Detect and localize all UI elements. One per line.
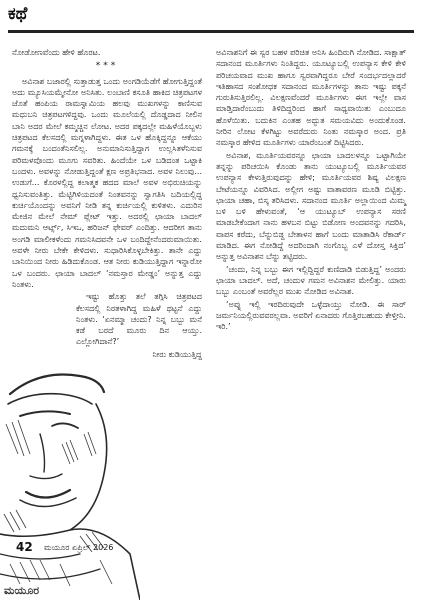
section-separator: *** <box>95 61 119 72</box>
paragraph: ಅವಿನಾಶ, ಮೂರ್ತಿಯವರನ್ನೂ ಛಾಯಾ ಬಾದಲಳನ್ನೂ ಒಟ್ಟಾಗಿಯೇ ತನ್ನನ್ನು ಪರಿಚಯಿಸಿ ಕೊಂಡು ತಾನು ಯುಟ್ಯೂಬಲ್ಲಿ ಮೂರ್ತಿಯವರ ಉಪನ್ಯಾಸ ಕೇಳುತ್ತಿರುವುದನ್ನು ಹೇಳಿ; ಮೂರ್ತಿಯವರ ಶಿಷ್ಯ ವಿಲಕ್ಷಣ ಬೇಟೆಯನ್ನೂ ವಿವರಿಸಿದ. ಅಲ್ಲೀಗ ಅಷ್ಟು ವಾತಾವರಣ ಮೂಡಿ ಬಿಟ್ಟಿತ್ತು. ಛಾಯಾ ಚಹಾ, ಬಿಸ್ಕ ತರಿಸಿದಳು. ಸದಾನಂದ ಮೂರ್ತಿ ಅಲ್ಲಾಯಿಂದ ಮಿಮ್ಮ ಬಳಿ ಬಳಿ ಹೇಳುವಂತೆ, ‘ಆ ಯುಟ್ಯೂಬ್ ಉಪನ್ಯಾಸ ಸರಣಿ ಮಾಡಬೇಕೆಂದಾಗ ನಾನು ಹಳಬನ ಬಿಟ್ಟು ಬಿಡೋಣ ಅಂದವನನ್ನು ಗದರಿಸಿ, ವಾಪಸ ಕರೆದು, ಬೆನ್ನುಬಿಡ್ದ ಬೇತಾಳನ ಹಾಗೆ ಬಂದು ಮಾತಾಡಿಸಿ ರೆಕಾರ್ಡ್ ಮಾಡಿದ. ಈಗ ನೋಡಿದ್ದೆ ಅದರಿಂದಾಗಿ ನಂಗೊಬ್ಬ ಎಳೆ ದೋಸ್ತ ಸಿಕ್ತಿದ’ ಅನ್ನುತ್ತ ಅವಿನಾಶನ ಬೆನ್ನು ತಟ್ಟಿದರು. <box>216 150 406 262</box>
page-footer <box>0 570 422 600</box>
paragraph: ನೀರು ಕುಡಿಯುತ್ತಿದ್ದ <box>152 349 202 359</box>
paragraph: ಅವಿನಾಶನಿಗೆ ಈ ಸ್ವರ ಬಹಳ ಪರಿಚಿತ ಅನಿಸಿ ಹಿಂದಿರುಗಿ ನೋಡಿದ. ಸಾಕ್ಷಾತ್ ಸದಾನಂದ ಮೂರ್ತಿಗಳು ನಿಂತಿದ್ದರು. ಯೂಟ್ಯೂಬಲ್ಲಿ ಉಪನ್ಯಾಸ ಕೇಳಿ ಕೇಳಿ ಪರಿಚಯವಾದ ಮುಖ ಹಾಗೂ ಸ್ವರವಾಗಿದ್ದರೂ ಬೇರೆ ಸಂದರ್ಭದಲ್ಲಾದರೆ ಇತಿಹಾಸದ ಸಂಶೋಧಕ ಸದಾನಂದ ಮೂರ್ತಿಗಳನ್ನು ತಾನು ಇಷ್ಟು ಪಕ್ಕನೆ ಗುರುತಿಸುತ್ತಿರಲಿಲ್ಲ. ವಿಲಕ್ಷಣವೆಂದರೆ ಮೂರ್ತಿಗಳು ಈಗ ಇಲ್ಲೇ ವಾಸ ಮಾಡ್ತಿದಾರೆಂಬುದು ತಿಳಿದಿದ್ದರಿಂದ ಹಾಗೆ ಸಾಧ್ಯವಾಯಿತು ಎಂಬುದೂ ಹೊಳೆಯಿತು. ಬದುಕಿನ ಎಂತಹ ಅದ್ಭುತ ಸಮಯವಿದು ಅಂದುಕೊಂಡ. ನೀರಿನ ಲೋಟ ಕೆಳಗಿಟ್ಟು ಅವರೆದುರು ನಿಂತು ನಮಸ್ಕಾರ ಅಂದ. ಪ್ರತಿ ನಮಸ್ಕಾರ ಹೇಳಿದ ಮೂರ್ತಿಗಳು ಯಾರೆಂಬಂತೆ ದಿಟ್ಟಿಸಿದರು. <box>216 48 406 148</box>
paragraph: ‘ಚಂದು, ನಿನ್ನ ಬಬ್ಬು ಈಗ ಇಲ್ಲಿದ್ದಿದ್ದರೆ ಕುಣಿದಾಡಿ ಬಿಡುತ್ತಿದ್ದ’ ಅಂದರು ಛಾಯಾ ಬಾದಲ್. ಅದೆ, ಚಂದುಳ ಗಮನ ಅವಿನಾಶನ ಮೇಲಿತ್ತು. ಯಾರು ಬಬ್ಬು ಎಂಬಂತೆ ಅವರೆಲ್ಲರ ಮುಖ ನೋಡಿದ ಅವಿನಾಶ. <box>216 264 406 297</box>
page-number: 42 <box>16 540 33 554</box>
section-title: ಕಥೆ <box>8 4 28 24</box>
paragraph: ಅವಿನಾಶ ಬಜಾರಲ್ಲಿ ಸುತ್ತಾಡುತ್ತ ಒಂದು ಅಂಗಡಿಯೆಡೆಗೆ ಹೋಗುತ್ತಿದ್ದಂತೆ ಅದು ಮ್ಯೂಸಿಯಮ್ಮೇನೋ ಅನಿಸಿತು. ಲಂಬಾಣಿ ಕಸೂತಿ ಹಾಕಿದ ಚಿತ್ರಪಟಗಳ ಜೊತೆ ಹಂಪಿಯ ರಾಮಸ್ವಾಮಿಯ ಹಲವು ಮುಖಗಳನ್ನು ಕಾಣಿಸುವ ಮಧುಬನಿ ಚಿತ್ರಪಟಗಳಿದ್ದವು. ಒಂದು ಮೂಲೆಯಲ್ಲಿ ದೊಡ್ಡದಾದ ನೀಲಿನ ಬಾನಿ ಅದರ ಮೇಲೆ ಕಮ್ಮಚ್ಚಿನ ಲೋಟ. ಅದರ ಪಕ್ಕದಲ್ಲೇ ಮಹಿಳೆಯೊಬ್ಬಳು ಚಿತ್ರಪಟದ ಕೆಲಸದಲ್ಲಿ ಮಗ್ನಳಾಗಿದ್ದಳು. ಈತ ಒಳ ಹೊಕ್ಕಿದ್ದನ್ನೂ ಆಕೆಯು ಗಮನಕ್ಕೆ ಬಂದಂತೆನಿಸಲಿಲ್ಲ. ಅನುಮಾನಿಸುತ್ತಿದ್ದಾಗ ಉಲ್ಲಸಿತಳೆನಿಸುವ ಪರಿಮಳವೊಂದು ಮೂಗು ಸವರಿತು. ಹಿಂದೆಯೇ ಒಳ ಬಡಿದಂತ ಒಟ್ಟಾಕಿ ಬಂದಳು. ಅವಳನ್ನು ನೋಡುತ್ತಿದ್ದಂತೆ ಕ್ಷಣ ಅಪ್ರತಿಭನಾದ. ಅವಳ ನಿಲುವು... ಉಡುಗೆ... ಕೊರಳಲ್ಲಿದ್ದ ಕಲಾತ್ಮಕ ಹದದ ಮಾಲೆ ಅವಳ ಅಭಿರುಚಿಯನ್ನು ಧ್ವನಿಸುವಂತಿತ್ತು. ಮೆಟ್ಟಿಗಿಳಿಯದಂತೆ ನಿಂತವನನ್ನು ಸ್ವಾಗತಿಸಿ ಬದಿಯಲ್ಲಿದ್ದ ಕುರ್ಚಿಯೊಂದನ್ನು ಅವನಿಗೆ ನೀಡಿ ತನ್ನ ಕುರ್ಚಿಯಲ್ಲಿ ಕುಳಿತಳು. ಎದುರಿನ ಮೇಜಿನ ಮೇಲೆ ನೇಮ್ ಪ್ಲೇಟ್ ಇತ್ತು. ಅದರಲ್ಲಿ ಛಾಯಾ ಬಾದಲ್ ಮದುಮನಿ ಆರ್ಟ್ಸ್, ಸಿಇಒ, ಹರಿಜನ್ ಫೇವರ್ ಎಂದಿತ್ತು. ಆದರೀಗ ತಾನು ಅಂಗಡಿ ಮಾಲೀಕಳೆಂದು ಗಮನಿಸಿದವನೇ ಒಳ ಬಂದಿದ್ದೇನೆಂದರುಮಾಯಿತು. ಅವಳೇ ನೀರು ಬೇಕೇ ಕೇಳಿದಳು. ಸುಧಾರಿಸಿಕೊಳ್ಳಬೇಕಿತ್ತು. ತಾನೇ ಎದ್ದು ಬಾನಿಯಿಂದ ನೀರು ಹಿಡಿದುಕೊಂಡ. ಆತ ನೀರು ಕುಡಿಯುತ್ತಿದ್ದಾಗ ಇನ್ನಾರೋ ಒಳ ಬಂದರು. ಛಾಯಾ ಬಾದಲ್ ‘ನಮಸ್ತಾರ ಮೇಡ್ಡಂ’ ಅನ್ನುತ್ತ ಎದ್ದು ನಿಂತಳು. <box>12 76 202 289</box>
paragraph: ಇಷ್ಟು ಹೊತ್ತು ತಲೆ ತಗ್ಗಿಸಿ ಚಿತ್ರಪಟದ ಕೆಲಸದಲ್ಲಿ ನಿರತಳಾಗಿದ್ದ ಮಹಿಳೆ ಥಟ್ಟನೆ ಎದ್ದು ನಿಂತಳು. ‘ಏನಮ್ಮಾ ಚಂದು? ನಿನ್ನ ಬಬ್ಬು ಮನೆ ಕಡೆ ಬರದೆ ಮೂರು ದಿನ ಆಯ್ತು. ಎಲ್ಲೋಗಿದಾನೆ?’ <box>76 292 202 347</box>
page-header <box>0 0 422 46</box>
magazine-issue: ಮಯೂರ ಏಪ್ರಿಲ್ 2026 <box>44 543 114 552</box>
corner-brand: ಮಯೂರ <box>4 584 40 597</box>
right-column <box>216 47 406 582</box>
lead-line: ನೋಡೋಣವೆಂದು ಹೇಳಿ ಹೊರಟ. <box>12 48 101 57</box>
header-rule <box>8 30 414 33</box>
sketch-illustration <box>0 364 140 600</box>
paragraph: ‘ಅವ್ನು ಇಲ್ಲಿ ಇರದಿರುವುದೇ ಒಳ್ಳೆದಾಯ್ತು ನೋಡಿ. ಈ ಸಾರ್ ಜರ್ಮನಿಯಲ್ಲಿರುವವರಲ್ಲವಾ. ಅವರಿಗೆ ಏನಾದರು ಗೊತ್ತಿರಬಹುದು ಕೇಳ್ತೀನಿ. ಇರಿ.’ <box>216 299 406 332</box>
